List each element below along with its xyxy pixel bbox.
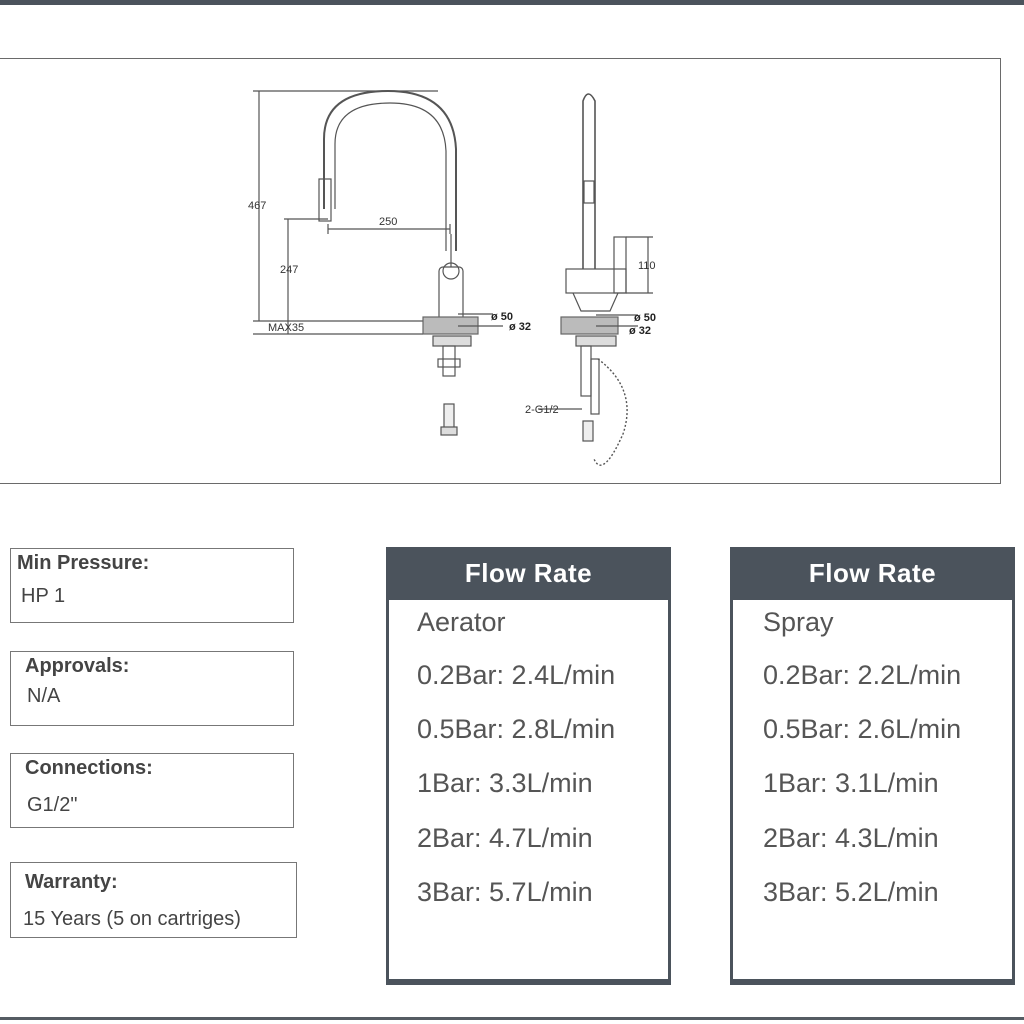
flow-rate-row: 3Bar: 5.7L/min — [417, 877, 593, 907]
dim-110-label: 110 — [638, 260, 656, 272]
flow-rate-subtitle: Spray — [763, 607, 834, 637]
dim-dia32-right-label: ø 32 — [629, 325, 652, 337]
faucet-technical-drawing — [0, 59, 1001, 485]
flow-rate-title: Flow Rate — [389, 547, 668, 600]
dim-467-label: 467 — [248, 200, 267, 212]
flow-rate-row: 1Bar: 3.3L/min — [417, 768, 593, 798]
top-bar — [0, 0, 1024, 5]
dim-dia50-left-label: ø 50 — [491, 311, 514, 323]
flow-rate-row: 3Bar: 5.2L/min — [763, 877, 939, 907]
spec-min-pressure — [10, 548, 294, 623]
flow-rate-title: Flow Rate — [733, 547, 1012, 600]
spec-value: G1/2" — [27, 794, 78, 816]
dim-250-label: 250 — [379, 216, 398, 228]
spec-value: N/A — [27, 685, 61, 707]
dim-max35-label: MAX35 — [268, 322, 305, 334]
spec-value: HP 1 — [21, 585, 66, 607]
flow-rate-row: 2Bar: 4.3L/min — [763, 823, 939, 853]
flow-rate-row: 1Bar: 3.1L/min — [763, 768, 939, 798]
flow-rate-row: 0.5Bar: 2.6L/min — [763, 714, 962, 744]
dim-247-label: 247 — [280, 264, 299, 276]
flow-rate-row: 0.5Bar: 2.8L/min — [417, 714, 616, 744]
spec-label: Min Pressure: — [17, 552, 150, 574]
flow-rate-row: 0.2Bar: 2.4L/min — [417, 660, 616, 690]
bottom-divider — [0, 1017, 1024, 1020]
flow-rate-row: 2Bar: 4.7L/min — [417, 823, 593, 853]
dim-dia50-right-label: ø 50 — [634, 312, 657, 324]
spec-value: 15 Years (5 on cartriges) — [23, 908, 241, 930]
spec-label: Connections: — [25, 757, 153, 779]
flow-rate-card-aerator — [386, 547, 671, 985]
spec-approvals — [10, 651, 294, 726]
technical-drawing-frame — [0, 58, 1001, 484]
flow-rate-card-spray — [730, 547, 1015, 985]
spec-warranty — [10, 862, 297, 938]
dim-dia32-left-label: ø 32 — [509, 321, 532, 333]
flow-rate-subtitle: Aerator — [417, 607, 506, 637]
spec-label: Warranty: — [25, 871, 118, 893]
spec-label: Approvals: — [25, 655, 130, 677]
spec-connections — [10, 753, 294, 828]
flow-rate-row: 0.2Bar: 2.2L/min — [763, 660, 962, 690]
dim-connection-label: 2-G1/2 — [525, 404, 559, 416]
